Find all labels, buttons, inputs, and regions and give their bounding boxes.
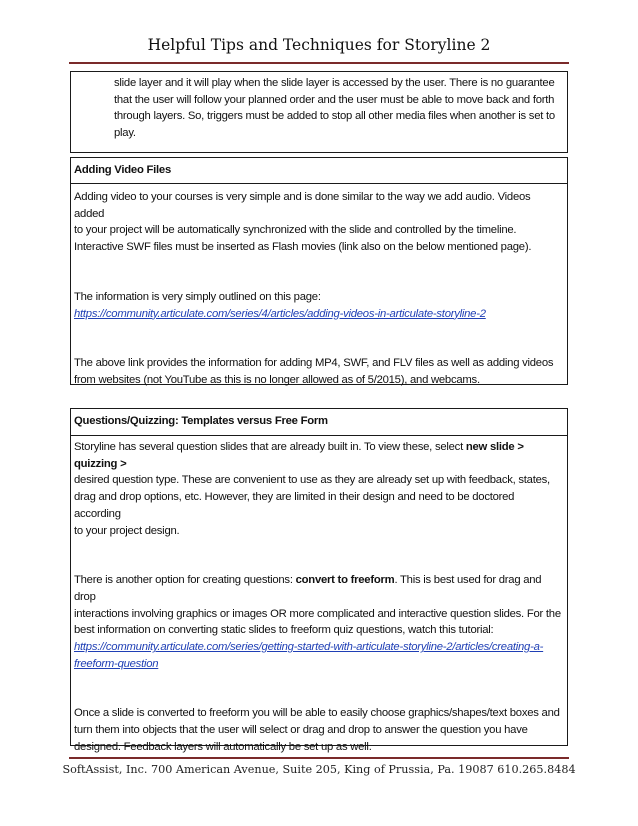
text-line: through layers. So, triggers must be added to stop all other media files when another is set to (114, 110, 555, 123)
text-line: There is another option for creating questions: convert to freeform. This is best used for drag and drop (74, 574, 542, 603)
header-divider (69, 62, 569, 64)
text-line: Once a slide is converted to freeform you will be able to easily choose graphics/shapes/text boxes and (74, 707, 560, 720)
text-line: Interactive SWF files must be inserted as Flash movies (link also on the below mentioned page). (74, 241, 532, 254)
video-article-link[interactable]: https://community.articulate.com/series/4/articles/adding-videos-in-articulate-storyline-2 (74, 307, 486, 320)
video-section-box (70, 157, 568, 385)
text-line: interactions involving graphics or images OR more complicated and interactive question slides. For the (74, 607, 561, 620)
text-line: to your project will be automatically synchronized with the slide and controlled by the timeline. (74, 224, 517, 237)
spacer (74, 256, 561, 289)
video-section-title: Adding Video Files (71, 158, 567, 184)
text-line: Adding video to your courses is very simple and is done similar to the way we add audio. Videos added (74, 191, 531, 220)
text-line: play. (114, 127, 136, 140)
page-header-title: Helpful Tips and Techniques for Storyline 2 (147, 36, 491, 54)
quiz-section-box (70, 408, 568, 753)
text-line: desired question type. These are convenient to use as they are already set up with feedback, states, (74, 474, 550, 487)
text-line: best information on converting static slides to freeform quiz questions, watch this tutorial: (74, 624, 494, 637)
text-line: slide layer and it will play when the slide layer is accessed by the user. There is no guarantee (114, 77, 555, 89)
footer-address: SoftAssist, Inc. 700 American Avenue, Suite 205, King of Prussia, Pa. 19087 610.265.8484 (62, 763, 576, 776)
menu-path-text: new slide > quizzing > (74, 441, 524, 470)
emphasis-text: convert to freeform (295, 574, 395, 587)
video-section-body (71, 184, 567, 389)
text-line: The information is very simply outlined on this page: (74, 290, 321, 303)
spacer (74, 672, 561, 705)
spacer (74, 539, 561, 572)
text-line: turn them into objects that the user will select or drag and drop to answer the question you have (74, 724, 528, 737)
text-line: drag and drop options, etc. However, they are limited in their design and need to be doctored according (74, 491, 515, 520)
freeform-tutorial-link[interactable]: https://community.articulate.com/series/getting-started-with-articulate-storyline-2/articles/creating-a- (74, 641, 544, 654)
quiz-section-body (71, 436, 567, 756)
text-line: The above link provides the information for adding MP4, SWF, and FLV files as well as adding videos (74, 357, 554, 370)
continued-section-box (70, 71, 568, 153)
text-line: that the user will follow your planned order and the user must be able to move back and forth (114, 93, 555, 106)
continued-section-body (71, 72, 567, 142)
freeform-tutorial-link-cont[interactable]: freeform-question (74, 657, 159, 670)
footer-divider (69, 757, 569, 759)
text-line: Storyline has several question slides that are already built in. To view these, select new slide > quizzing > (74, 441, 524, 470)
text-line: designed. Feedback layers will automatically be set up as well. (74, 740, 372, 753)
text-line: from websites (not YouTube as this is no longer allowed as of 5/2015), and webcams. (74, 373, 480, 386)
quiz-section-title: Questions/Quizzing: Templates versus Free Form (71, 409, 567, 436)
text-line: to your project design. (74, 524, 180, 537)
spacer (74, 322, 561, 355)
